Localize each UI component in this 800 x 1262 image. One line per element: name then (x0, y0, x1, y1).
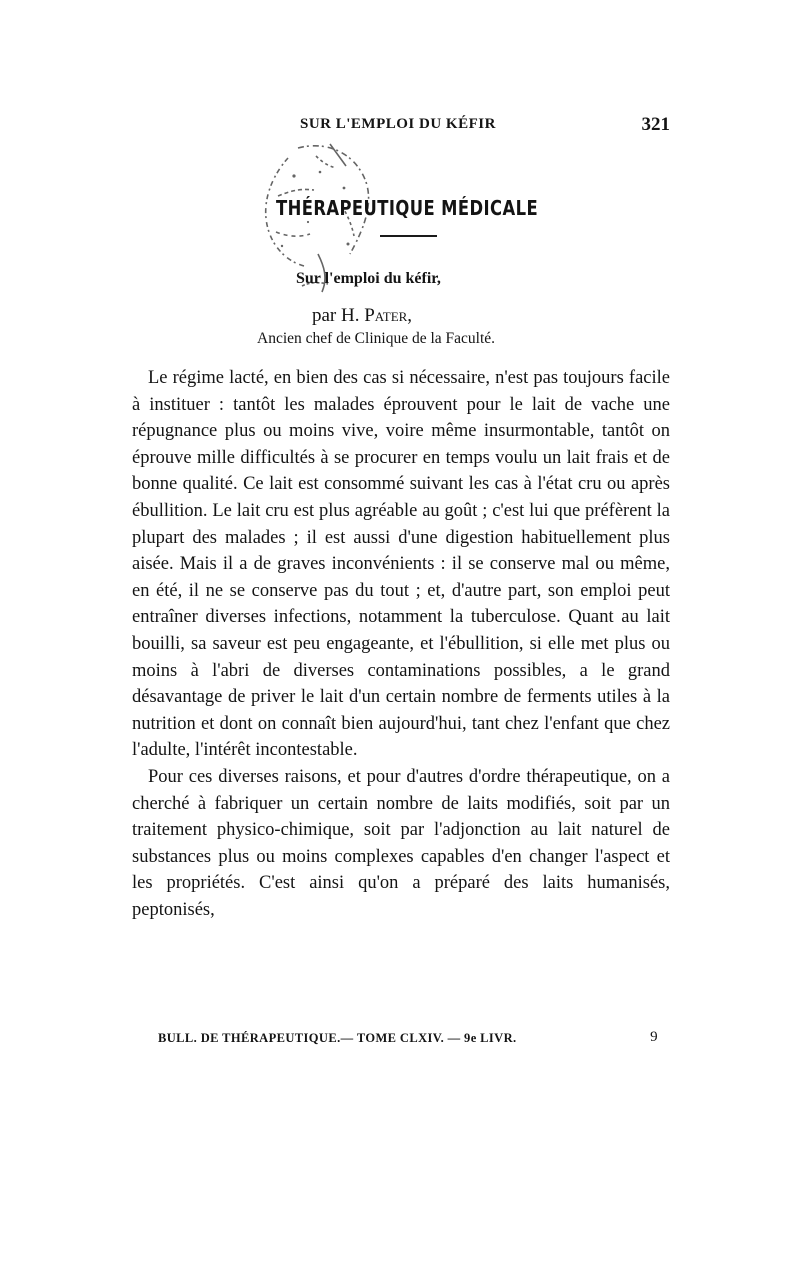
running-title: SUR L'EMPLOI DU KÉFIR (300, 116, 496, 132)
article-body (132, 365, 670, 923)
paragraph-2: Pour ces diverses raisons, et pour d'autres d'ordre thérapeutique, on a cherché à fabriquer un certain nombre de laits modifiés, soit par un traitement physico-chimique, soit par l'adjonction au lait naturel de substances plus ou moins complexes capables d'en changer l'aspect et les propriétés. C'est ainsi qu'on a préparé des laits humanisés, peptonisés, (132, 766, 670, 920)
section-heading: THÉRAPEUTIQUE MÉDICALE (276, 196, 539, 220)
paragraph-1: Le régime lacté, en bien des cas si nécessaire, n'est pas toujours facile à instituer : tantôt les malades éprouvent pour le lait de vache une répugnance plus ou moins vive, voire même insurmontable, tantôt on éprouve mille difficultés à se procurer en temps voulu un lait frais et de bonne qualité. Ce lait est consommé suivant les cas à l'état cru ou après ébullition. Le lait cru est plus agréable au goût ; c'est lui que préfèrent la plupart des malades ; il est aussi d'une digestion habituellement plus aisée. Mais il a de graves inconvénients : il se conserve mal ou même, en été, il ne se conserve pas du tout ; et, d'autre part, son emploi peut entraîner diverses infections, notamment la tuberculose. Quant au lait bouilli, sa saveur est peu engageante, et l'ébullition, si elle met plus ou moins à l'abri de diverses contaminations possibles, a le grand désavantage de priver le lait d'un certain nombre de ferments utiles à la nutrition et dont on connaît bien aujourd'hui, tant chez l'enfant que chez l'adulte, l'intérêt incontestable. (132, 368, 670, 761)
heading-rule (380, 235, 437, 237)
footer (158, 1031, 658, 1051)
signature-mark: 9 (650, 1029, 658, 1045)
author-name: H. Pater, (341, 305, 413, 326)
author-role: Ancien chef de Clinique de la Faculté. (257, 330, 496, 347)
running-head (132, 116, 670, 140)
article-title: Sur l'emploi du kéfir, (296, 270, 441, 287)
footer-text: BULL. DE THÉRAPEUTIQUE.— TOME CLXIV. — 9e LIVR. (158, 1031, 517, 1045)
page-number: 321 (641, 114, 670, 135)
author-prefix: par (312, 305, 342, 326)
author-line (312, 305, 412, 327)
